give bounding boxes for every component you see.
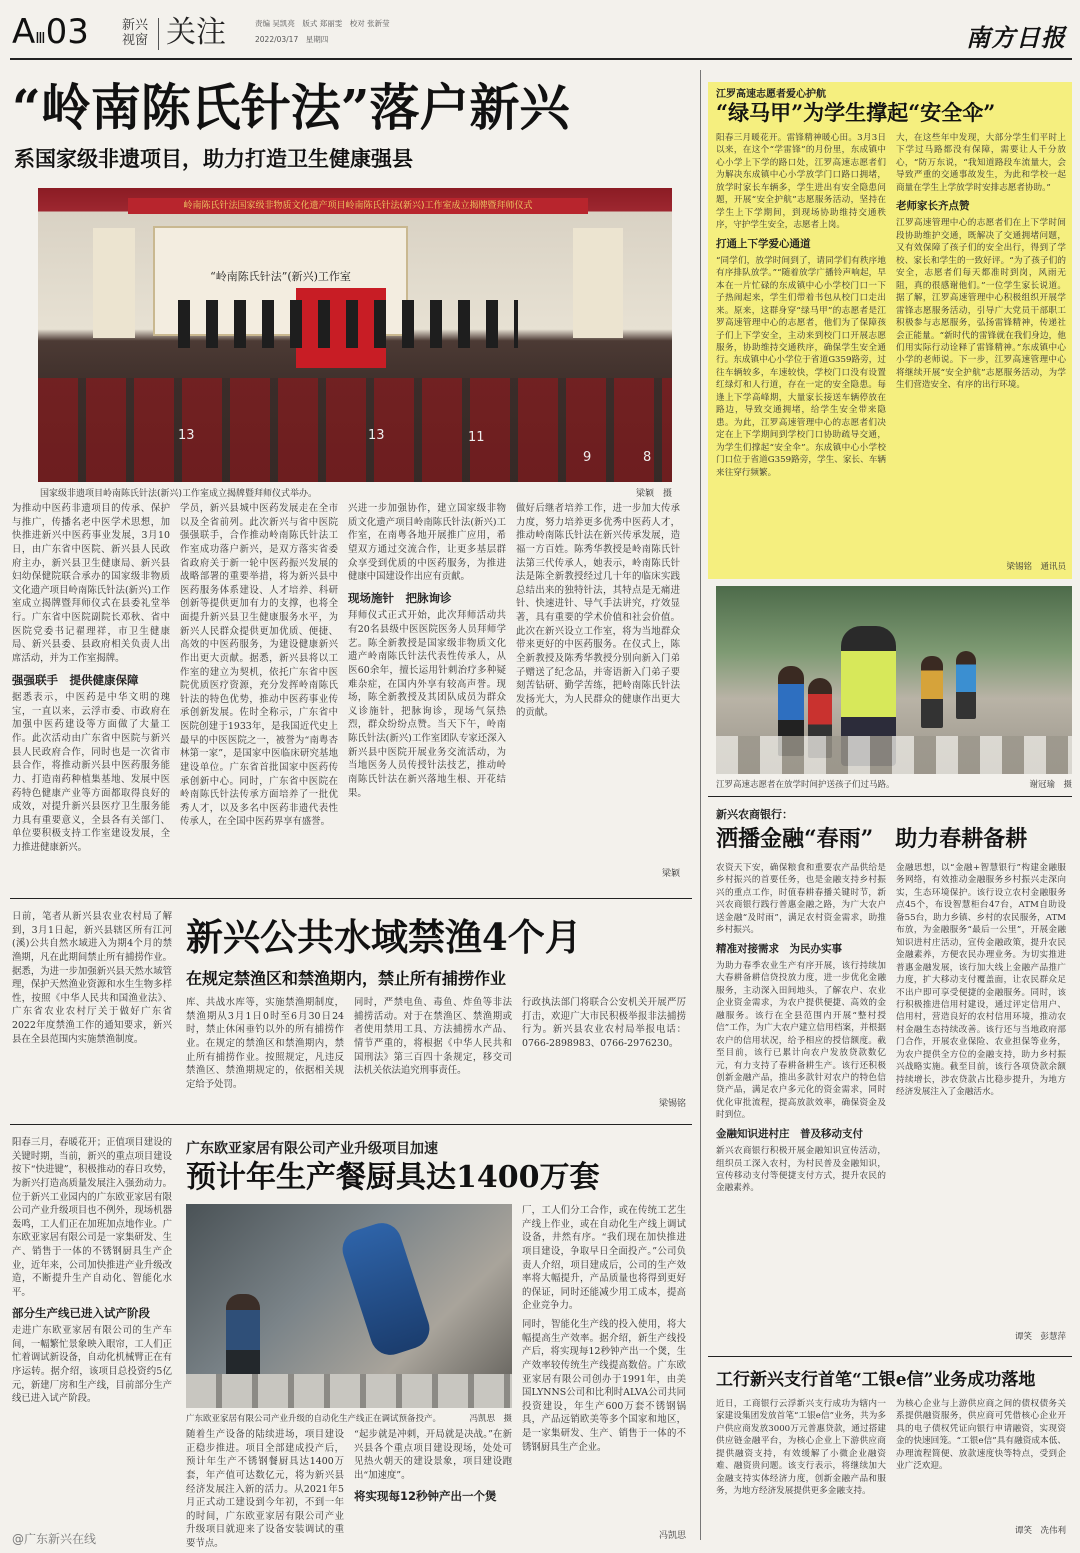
article3-col2: 金融思想，以“金融+智慧银行”构建金融服务网络，有效推动金融服务乡村振兴走深向实，生态环境保护。该行设立农村金融服务点45个，布设智慧柜台47台，ATM自助设备55台，助力乡镇、乡村的农民服务，ATM布放，为金融服务“最后一公里”，开展金融知识进村庄活动，宣传金融政策，提升农民金融素养，方便农民办理业务。为切实推进普惠金融发展，该行加大线上金融产品推广力度，扩大移动支付覆盖面，让农民群众足不出户即可享受便捷的金融服务。同时，该行积极推进信用村建设，通过评定信用户、信用村，营造良好的农村信用环境，推动农村金融生态持续改善。该行还与当地政府部门合作，开展农业保险、农业担保等业务，为农户提供全方位的金融支持，助力乡村振兴战略实施。截至目前，该行各项贷款余额持续增长，涉农贷款占比稳步提升，为地方经济发展注入了金融活水。	[896, 863, 1066, 1098]
article1-subtitle: 系国家级非遗项目，助力打造卫生健康强县	[14, 146, 413, 171]
column-name-line2: 视窗	[122, 33, 149, 48]
article2-kicker: 江罗高速志愿者爱心护航	[716, 89, 826, 100]
article4-col1: 近日，工商银行云浮新兴支行成功为辖内一家建设集团发放首笔“工银e信”业务，共为多户供应商发放3000万元普惠贷款，通过搭建供应链金融平台，为核心企业上下游供应商提供融资支持，有效缓解了小微企业融资难、融资贵问题。该支行表示，将继续加大金融支持实体经济力度，创新金融产品和服务，为地方经济发展提供更多金融支持。	[716, 1399, 886, 1497]
article6-col4: 同时，智能化生产线的投入使用，将大幅提高生产效率。据介绍，新生产线投产后，将实现每12秒钟产出一个煲，生产效率较传统生产线提高数倍。广东欧亚家居有限公司创办于1991年，由美国LYNNS公司和比利时ALVA公司共同投资建设，年生产600万套不锈钢锅具，产品远销欧美等多个国家和地区，是一家集研发、生产、销售于一体的不锈钢厨具生产企业。	[522, 1319, 686, 1453]
article1-col3	[348, 502, 506, 880]
date-line	[255, 34, 328, 45]
masthead	[0, 0, 1080, 62]
section-name: 关注	[166, 15, 226, 50]
production-line	[186, 1374, 512, 1408]
article1-title: “岭南陈氏针法”落户新兴	[12, 78, 570, 137]
column-name	[122, 18, 148, 48]
page-number	[12, 14, 89, 56]
article1-subhead2: 现场施针 把脉询诊	[348, 590, 452, 605]
article6-photo-credit: 冯凯思 摄	[469, 1414, 512, 1424]
article2-col1-text: 阳春三月暖花开。雷锋精神暖心田。3月3日以来，在这个“学雷锋”的月份里，东成镇中心小学上下学的路口处，江罗高速志愿者们为解决东成镇中心小学放学门口路口拥堵，放学时家长车辆多，学生进出有安全隐患问题，开展“安全护航”志愿服务活动，坚持在学生上下学期间，到现场协助维持交通秩序，守护学生安全，志愿者上岗。	[716, 133, 886, 231]
article3-title: 洒播金融“春雨” 助力春耕备耕	[716, 826, 1028, 852]
article1-col1	[12, 502, 170, 880]
article2-col2b-text: 江罗高速管理中心的志愿者们在上下学时间段协助维护交通，既解决了交通拥堵问题，又有效保障了孩子们的安全出行，得到了学校、家长和学生的一致好评。“为了孩子们的安全，志愿者们每天都准时到岗，风雨无阻，真的很感谢他们。”一位学生家长说道。据了解，江罗高速管理中心积极组织开展学雷锋志愿服务活动，引导广大党员干部职工积极参与志愿服务，弘扬雷锋精神，传递社会正能量。“新时代的雷锋就在我们身边，他们用实际行动诠释了雷锋精神。”东成镇中心小学的老师说。下一步，江罗高速管理中心将继续开展“安全护航”志愿服务活动，为学生们营造安全、有序的出行环境。	[896, 218, 1066, 391]
article4-col2: 为核心企业与上游供应商之间的债权债务关系提供融资服务，供应商可凭借核心企业开具的电子债权凭证向银行申请融资，实现资金的快速回笼。“工银e信”具有融资成本低、办理流程简便、放款速度快等特点，受到企业广泛欢迎。	[896, 1399, 1066, 1472]
article3-subhead2: 金融知识进村庄 普及移动支付	[716, 1127, 863, 1140]
article3-col1	[716, 862, 886, 1336]
student-figure-4	[956, 651, 976, 719]
article1-col3b-text: 拜师仪式正式开始，此次拜师活动共有20名县级中医医院医务人员拜师学艺。陈全新教授是国家级非物质文化遗产岭南陈氏针法代表性传承人，从医60余年，擅长运用针刺治疗多种疑难杂症，在国内外享有较高声誉。现场，陈全新教授及其团队成员为群众义诊施针，把脉询诊，现场气氛热烈，群众纷纷点赞。当天下午，岭南陈氏针法(新兴)工作室团队专家还深入新兴县中医院开展业务交流活动，为当地医务人员传授针法技艺，推动岭南陈氏针法在新兴落地生根、开花结果。	[348, 610, 506, 799]
article5-title: 新兴公共水域禁渔4个月	[186, 915, 582, 959]
article4-credit: 谭笑 冼伟利	[1014, 1526, 1066, 1536]
article2-title: “绿马甲”为学生撑起“安全伞”	[716, 100, 996, 125]
seat-number-3: 11	[468, 430, 485, 445]
article2-col2	[896, 132, 1066, 557]
article6-photo-caption: 广东欧亚家居有限公司产业升级的自动化生产线正在调试预备投产。	[186, 1414, 442, 1424]
article6-col1	[12, 1136, 172, 1540]
newspaper-logo: 南方日报	[966, 23, 1066, 52]
article3-kicker: 新兴农商银行：	[716, 808, 793, 821]
article5-subtitle: 在规定禁渔区和禁渔期内，禁止所有捕捞作业	[186, 969, 507, 988]
worker-figure	[226, 1294, 260, 1384]
article2-photo-caption: 江罗高速志愿者在放学时间护送孩子们过马路。	[716, 780, 895, 790]
article6-kicker: 广东欧亚家居有限公司产业升级项目加速	[186, 1141, 438, 1157]
article6-subhead2: 将实现每12秒钟产出一个煲	[354, 1488, 497, 1503]
page-number-text: 03	[45, 12, 89, 52]
stage-people	[178, 300, 518, 348]
article2-photo-credit: 谢冠瑜 摄	[1029, 780, 1072, 790]
editor-line: 责编 吴凯亮 版式 郑丽雯 校对 张新莹	[255, 19, 390, 28]
article2-subhead1: 打通上下学爱心通道	[716, 237, 811, 250]
right-calligraphy-panel	[573, 228, 623, 338]
seat-number-5: 8	[643, 450, 652, 465]
article6-col3b-text: “起步就是冲刺，开局就是决战。”在新兴县各个重点项目建设现场，处处可见热火朝天的建设景象，项目建设跑出“加速度”。	[354, 1429, 512, 1481]
date: 2022/03/17	[255, 35, 299, 44]
article6-col2: 随着生产设备的陆续进场，项目建设正稳步推进。项目全部建成投产后，预计年生产不锈钢餐厨具达1400万套，年产值可达数亿元，将为新兴县经济发展注入新的活力。从2021年5月正式动工建设到今年初，不到一年的时间，广东欧亚家居有限公司产业升级项目就迎来了设备安装调试的重要节点。	[186, 1429, 344, 1549]
watermark: @广东新兴在线	[12, 1532, 97, 1546]
article1-col4: 做好后继者培养工作，进一步加大传承力度，努力培养更多优秀中医药人才，推动岭南陈氏针法在新兴传承发展，造福一方百姓。陈秀华教授是岭南陈氏针法第三代传承人，她表示，岭南陈氏针法是陈全新教授经过几十年的临床实践总结出来的独特针法，其特点是无痛进针、快速进针、导气手法讲究，疗效显著，具有重要的学术价值和社会价值。此次在新兴设立工作室，将为当地群众带来更好的中医药服务。在仪式上，陈全新教授及陈秀华教授分别向新入门弟子赠送了纪念品，并寄语新入门弟子要刻苦钻研、勤学苦练，把岭南陈氏针法发扬光大，为人民群众的健康作出更大的贡献。	[516, 503, 680, 719]
article1-body	[12, 502, 686, 880]
article5-col3: 同时，严禁电鱼、毒鱼、炸鱼等非法捕捞活动。对于在禁渔区、禁渔期或者使用禁用工具、方法捕捞水产品、情节严重的，将根据《中华人民共和国刑法》第三百四十条规定，移交司法机关依法追究刑事责任。	[354, 997, 512, 1077]
article1-col3-text: 兴进一步加强协作，建立国家级非物质文化遗产项目岭南陈氏针法(新兴)工作室，在南粤各地开展推广应用，希望双方通过交流合作，让更多基层群众享受到优质的中医药服务，为推进健康中国建设作出应有贡献。	[348, 503, 506, 583]
seat-number-4: 9	[583, 450, 592, 465]
article1-col1b-text: 据悉表示，中医药是中华文明的瑰宝，一直以来，云浮市委、市政府在加强中医药建设等方面做了大量工作。此次活动由广东省中医院与新兴县人民政府合作，同时也是一次省市县合作，将推动新兴县中医药服务能力、打造南药种植集基地、发展中医药特色健康产业等方面都取得良好的成效，对提升新兴县医疗卫生服务能力具有重要意义，全县各有关部门、单位要积极支持工作室建设发展，全力推进健康新兴。	[12, 692, 170, 854]
article1-photo	[38, 188, 672, 482]
article3-col1c-text: 新兴农商银行积极开展金融知识宣传活动，组织员工深入农村，为村民普及金融知识，宣传移动支付等便捷支付方式，提升农民的金融素养。	[716, 1146, 886, 1194]
left-calligraphy-panel	[93, 228, 135, 338]
article6-title: 预计年生产餐厨具达1400万套	[186, 1160, 600, 1195]
podium-label: “岭南陈氏针法”(新兴)工作室	[210, 270, 351, 283]
seat-number-1: 13	[178, 428, 195, 443]
article1-photo-credit: 梁颖 摄	[635, 489, 672, 499]
seat-number-2: 13	[368, 428, 385, 443]
article6-col1b-text: 走进广东欧亚家居有限公司的生产车间，一幅繁忙景象映入眼帘，工人们正忙着调试新设备，自动化机械臂正在有序运转。据介绍，该项目总投资约5亿元，新建厂房和生产线，目前部分生产线已进入试产阶段。	[12, 1325, 172, 1405]
article2-photo	[716, 586, 1072, 774]
stage-banner: 岭南陈氏针法国家级非物质文化遗产项目岭南陈氏针法(新兴)工作室成立揭牌暨拜师仪式	[128, 198, 588, 214]
student-figure-3	[921, 656, 943, 728]
article5-col1: 日前，笔者从新兴县农业农村局了解到，3月1日起，新兴县辖区所有江河(溪)公共自然水域进入为期4个月的禁渔期，凡在此期间禁止所有捕捞作业。据悉，为进一步加强新兴县天然水域管理，保护天然渔业资源和水生生物多样性，按照《中华人民共和国渔业法》、广东省农业农村厅关于做好广东省2022年度禁渔工作的通知要求，新兴县在全县范围内实施禁渔制度。	[12, 911, 172, 1045]
section-code: A	[12, 12, 36, 52]
column-name-line1: 新兴	[122, 18, 149, 33]
article4-title: 工行新兴支行首笔“工银e信”业务成功落地	[716, 1370, 1036, 1390]
article3-subhead1: 精准对接需求 为民办实事	[716, 942, 842, 955]
article2-col1	[716, 132, 886, 572]
article2-col2-text: 大，在这些年中发现，大部分学生们平时上下学过马路都没有保障，需要让人千分放心，“防万东说，“我知道路段车流量大，会导致严重的交通事故发生，为此和学校一起商量在学生上学放学时安排志愿者协助。”	[896, 133, 1066, 193]
article6-credit: 冯凯思	[658, 1531, 686, 1541]
article6-photo	[186, 1204, 512, 1408]
article3-credit: 谭笑 彭慧萍	[1014, 1332, 1066, 1342]
crosswalk	[716, 736, 1072, 774]
article3-col1b-text: 为助力春季农业生产有序开展，该行持续加大春耕备耕信贷投放力度，进一步优化金融服务，主动深入田间地头，了解农户、农业企业资金需求，为农户提供便捷、高效的金融服务。该行在全县范围内开展“整村授信”工作，为广大农户建立信用档案，并根据农户的信用状况，给予相应的授信额度。截至目前，该行已累计向农户发放贷款数亿元，有力支持了春耕备耕生产。该行还积极创新金融产品，推出多款针对农户的特色信贷产品，满足农户多元化的资金需求，同时优化审批流程，提高放款效率，确保资金及时到位。	[716, 960, 886, 1121]
article6-col3	[354, 1428, 512, 1540]
article1-credit: 梁颖	[661, 869, 680, 879]
article5-col4: 行政执法部门将联合公安机关开展严厉打击，欢迎广大市民积极举报非法捕捞行为。新兴县农业农村局举报电话：0766-2898983、0766-2976230。	[522, 997, 686, 1049]
audience-seats	[38, 378, 672, 482]
article3-col1-text: 农资天下安，确保粮食和重要农产品供给是乡村振兴的首要任务，也是金融支持乡村振兴的重点工作，时值春耕春播关键时节，新兴农商银行践行普惠金融之路，为广大农户送金融“及时雨”，满足农村资金需求，助推乡村振兴。	[716, 863, 886, 936]
article1-photo-caption: 国家级非遗项目岭南陈氏针法(新兴)工作室成立揭牌暨拜师仪式举办。	[40, 489, 318, 499]
article2-credit: 梁锡铭 通讯员	[1006, 562, 1066, 572]
article5-credit: 梁锡铭	[658, 1099, 686, 1109]
weekday: 星期四	[305, 35, 329, 44]
article1-subhead1: 强强联手 提供健康保障	[12, 672, 139, 687]
article2-subhead2: 老师家长齐点赞	[896, 200, 970, 213]
article5-col2: 库、共战水库等，实施禁渔期制度，禁渔期从3月1日0时至6月30日24时，禁止休闲垂钓以外的所有捕捞作业。在规定的禁渔区和禁渔期内，禁止所有捕捞作业。按照规定，凡违反禁渔区、禁渔期规定的，依据相关规定给予处罚。	[186, 997, 344, 1090]
section-roman: Ⅲ	[35, 29, 46, 47]
article2-col1b-text: “同学们，放学时间到了，请同学们有秩序地有序排队放学。”“随着放学广播铃声响起，早本在一片忙碌的东成镇中心小学校门口一下子热闹起来，学生们带着书包从校门口走出来。原来，这群身穿“绿马甲”的志愿者是江罗高速管理中心的志愿者，他们为了保障孩子们上下学安全，主动来到校门口开展志愿服务，协助维持交通秩序，确保学生安全通行。东成镇中心小学位于省道G359路旁，过往车辆较多，车速较快，学校门口没有设置红绿灯和人行道，存在一定的安全隐患。每逢上下学高峰期，大量家长接送车辆停放在路边，导致交通拥堵，给学生安全带来隐患。为此，江罗高速管理中心的志愿者们决定在上下学期间到学校门口协助疏导交通，为学生们撑起“安全伞”。东成镇中心小学校门口位于省道G359路旁，学生、家长、车辆来往穿行频繁。	[716, 255, 886, 478]
article1-col2: 学员，新兴县城中医药发展走在全市以及全省前列。此次新兴与省中医院强强联手，合作推动岭南陈氏针法工作室成功落户新兴，是双方落实省委省政府关于新一轮中医药振兴发展的战略部署的重要举措，将为新兴县中医药服务体系建设、人才培养、科研创新等提供更加有力的支撑，也将全面提升新兴县卫生健康服务水平，为新兴人民群众提供更加优质、便捷、高效的中医药服务，为建设健康新兴作出更大贡献。据悉，新兴县将以工作室的建立为契机，依托广东省中医院优质医疗资源，充分发挥岭南陈氏针法的特色优势，推动中医药事业传承创新发展。佐时全称示，广东省中医院创建于1933年，是我国近代史上最早的中医医院之一，被誉为“南粤杏林第一家”，是国家中医临床研究基地建设单位。广东省首批国家中医药传承创新中心。同时，广东省中医院在岭南陈氏针法传承方面培养了一批优秀人才，以及多名中医药非遗代表性传承人，在全国中医药界享有盛誉。	[180, 503, 338, 828]
robot-arm	[337, 1218, 434, 1360]
article6-intro-text: 阳春三月，春暖花开；正值项目建设的关键时期，当前，新兴的重点项目建设按下“快进键”，积极推动的春日攻势，为新兴打造高质量发展注入强劲动力。位于新兴工业园内的广东欧亚家居有限公司产业升级项目也不例外，现场机器轰鸣，工人们正在加班加点地作业。广东欧亚家居有限公司是一家集研发、生产、销售于一体的不锈钢厨具生产企业，近年来，公司加快推进产业升级改造，不断提升生产自动化、智能化水平。	[12, 1137, 172, 1298]
article6-col3-top: 厂，工人们分工合作，或在传统工艺生产线上作业，或在自动化生产线上调试设备，井然有序。“我们现在加快推进项目建设，争取早日全面投产。”公司负责人介绍，项目建成后，公司的生产效率将大幅提升，产品质量也将得到更好的保证，同时还能减少用工成本，提高企业竞争力。	[522, 1205, 686, 1312]
article6-subhead1: 部分生产线已进入试产阶段	[12, 1305, 150, 1320]
article1-col1-text: 为推动中医药非遗项目的传承、保护与推广，传播名老中医学术思想，加快推进新兴中医药事业发展，3月10日，由广东省中医院、新兴县人民政府主办，新兴县卫生健康局、新兴县妇幼保健院联合承办的国家级非物质文化遗产项目岭南陈氏针法(新兴)工作室成立揭牌暨拜师仪式在县委礼堂举行。广东省中医院副院长邓秋、省中医院党委书记翟理祥，市卫生健康局、新兴县委、县政府相关负责人出席活动，并为工作室揭牌。	[12, 503, 170, 664]
